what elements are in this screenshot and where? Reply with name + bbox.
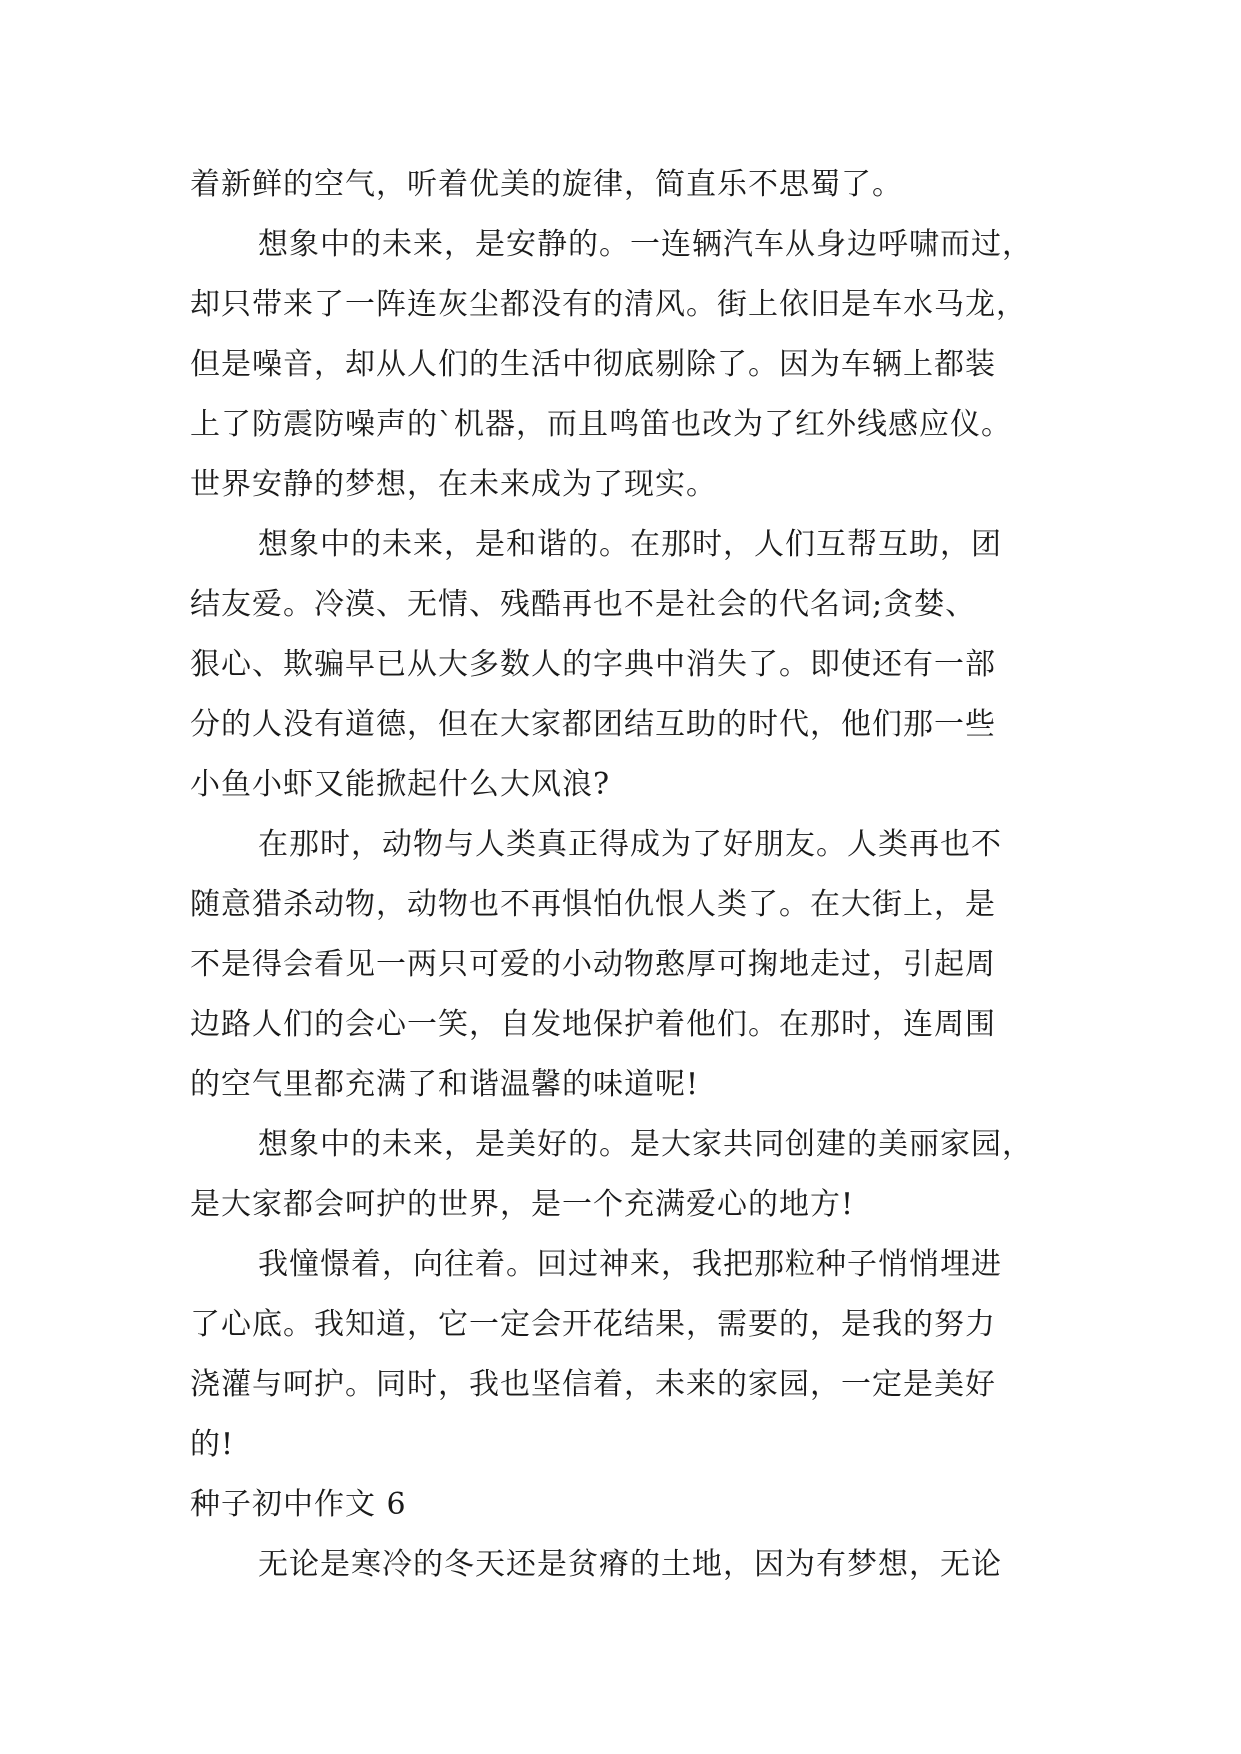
- text-line: 世界安静的梦想，在未来成为了现实。: [190, 467, 717, 502]
- text-line: 却只带来了一阵连灰尘都没有的清风。街上依旧是车水马龙，: [190, 287, 1027, 322]
- text-line: 结友爱。冷漠、无情、残酷再也不是社会的代名词;贪婪、: [190, 587, 977, 622]
- text-line: 是大家都会呵护的世界，是一个充满爱心的地方!: [190, 1187, 855, 1222]
- text-line: 狠心、欺骗早已从大多数人的字典中消失了。即使还有一部: [190, 647, 996, 682]
- text-line: 边路人们的会心一笑，自发地保护着他们。在那时，连周围: [190, 1007, 996, 1042]
- text-line: 小鱼小虾又能掀起什么大风浪?: [190, 767, 611, 802]
- text-line: 了心底。我知道，它一定会开花结果，需要的，是我的努力: [190, 1307, 996, 1342]
- text-line: 但是噪音，却从人们的生活中彻底剔除了。因为车辆上都装: [190, 347, 996, 382]
- paragraph-start-line: 我憧憬着，向往着。回过神来，我把那粒种子悄悄埋进: [258, 1247, 1002, 1282]
- paragraph-start-line: 无论是寒冷的冬天还是贫瘠的土地，因为有梦想，无论: [258, 1547, 1002, 1582]
- text-line: 浇灌与呵护。同时，我也坚信着，未来的家园，一定是美好: [190, 1367, 996, 1402]
- paragraph-start-line: 想象中的未来，是美好的。是大家共同创建的美丽家园，: [258, 1127, 1033, 1162]
- paragraph-start-line: 想象中的未来，是安静的。一连辆汽车从身边呼啸而过，: [258, 227, 1033, 262]
- text-line: 上了防震防噪声的`机器，而且鸣笛也改为了红外线感应仪。: [190, 407, 1012, 442]
- text-line: 的!: [190, 1427, 235, 1462]
- text-line: 随意猎杀动物，动物也不再惧怕仇恨人类了。在大街上，是: [190, 887, 996, 922]
- text-line: 着新鲜的空气，听着优美的旋律，简直乐不思蜀了。: [190, 167, 903, 202]
- paragraph-start-line: 在那时，动物与人类真正得成为了好朋友。人类再也不: [258, 827, 1002, 862]
- paragraph-start-line: 想象中的未来，是和谐的。在那时，人们互帮互助，团: [258, 527, 1002, 562]
- text-line: 的空气里都充满了和谐温馨的味道呢!: [190, 1067, 700, 1102]
- text-line: 分的人没有道德，但在大家都团结互助的时代，他们那一些: [190, 707, 996, 742]
- section-heading: 种子初中作文 6: [190, 1487, 407, 1522]
- text-line: 不是得会看见一两只可爱的小动物憨厚可掬地走过，引起周: [190, 947, 996, 982]
